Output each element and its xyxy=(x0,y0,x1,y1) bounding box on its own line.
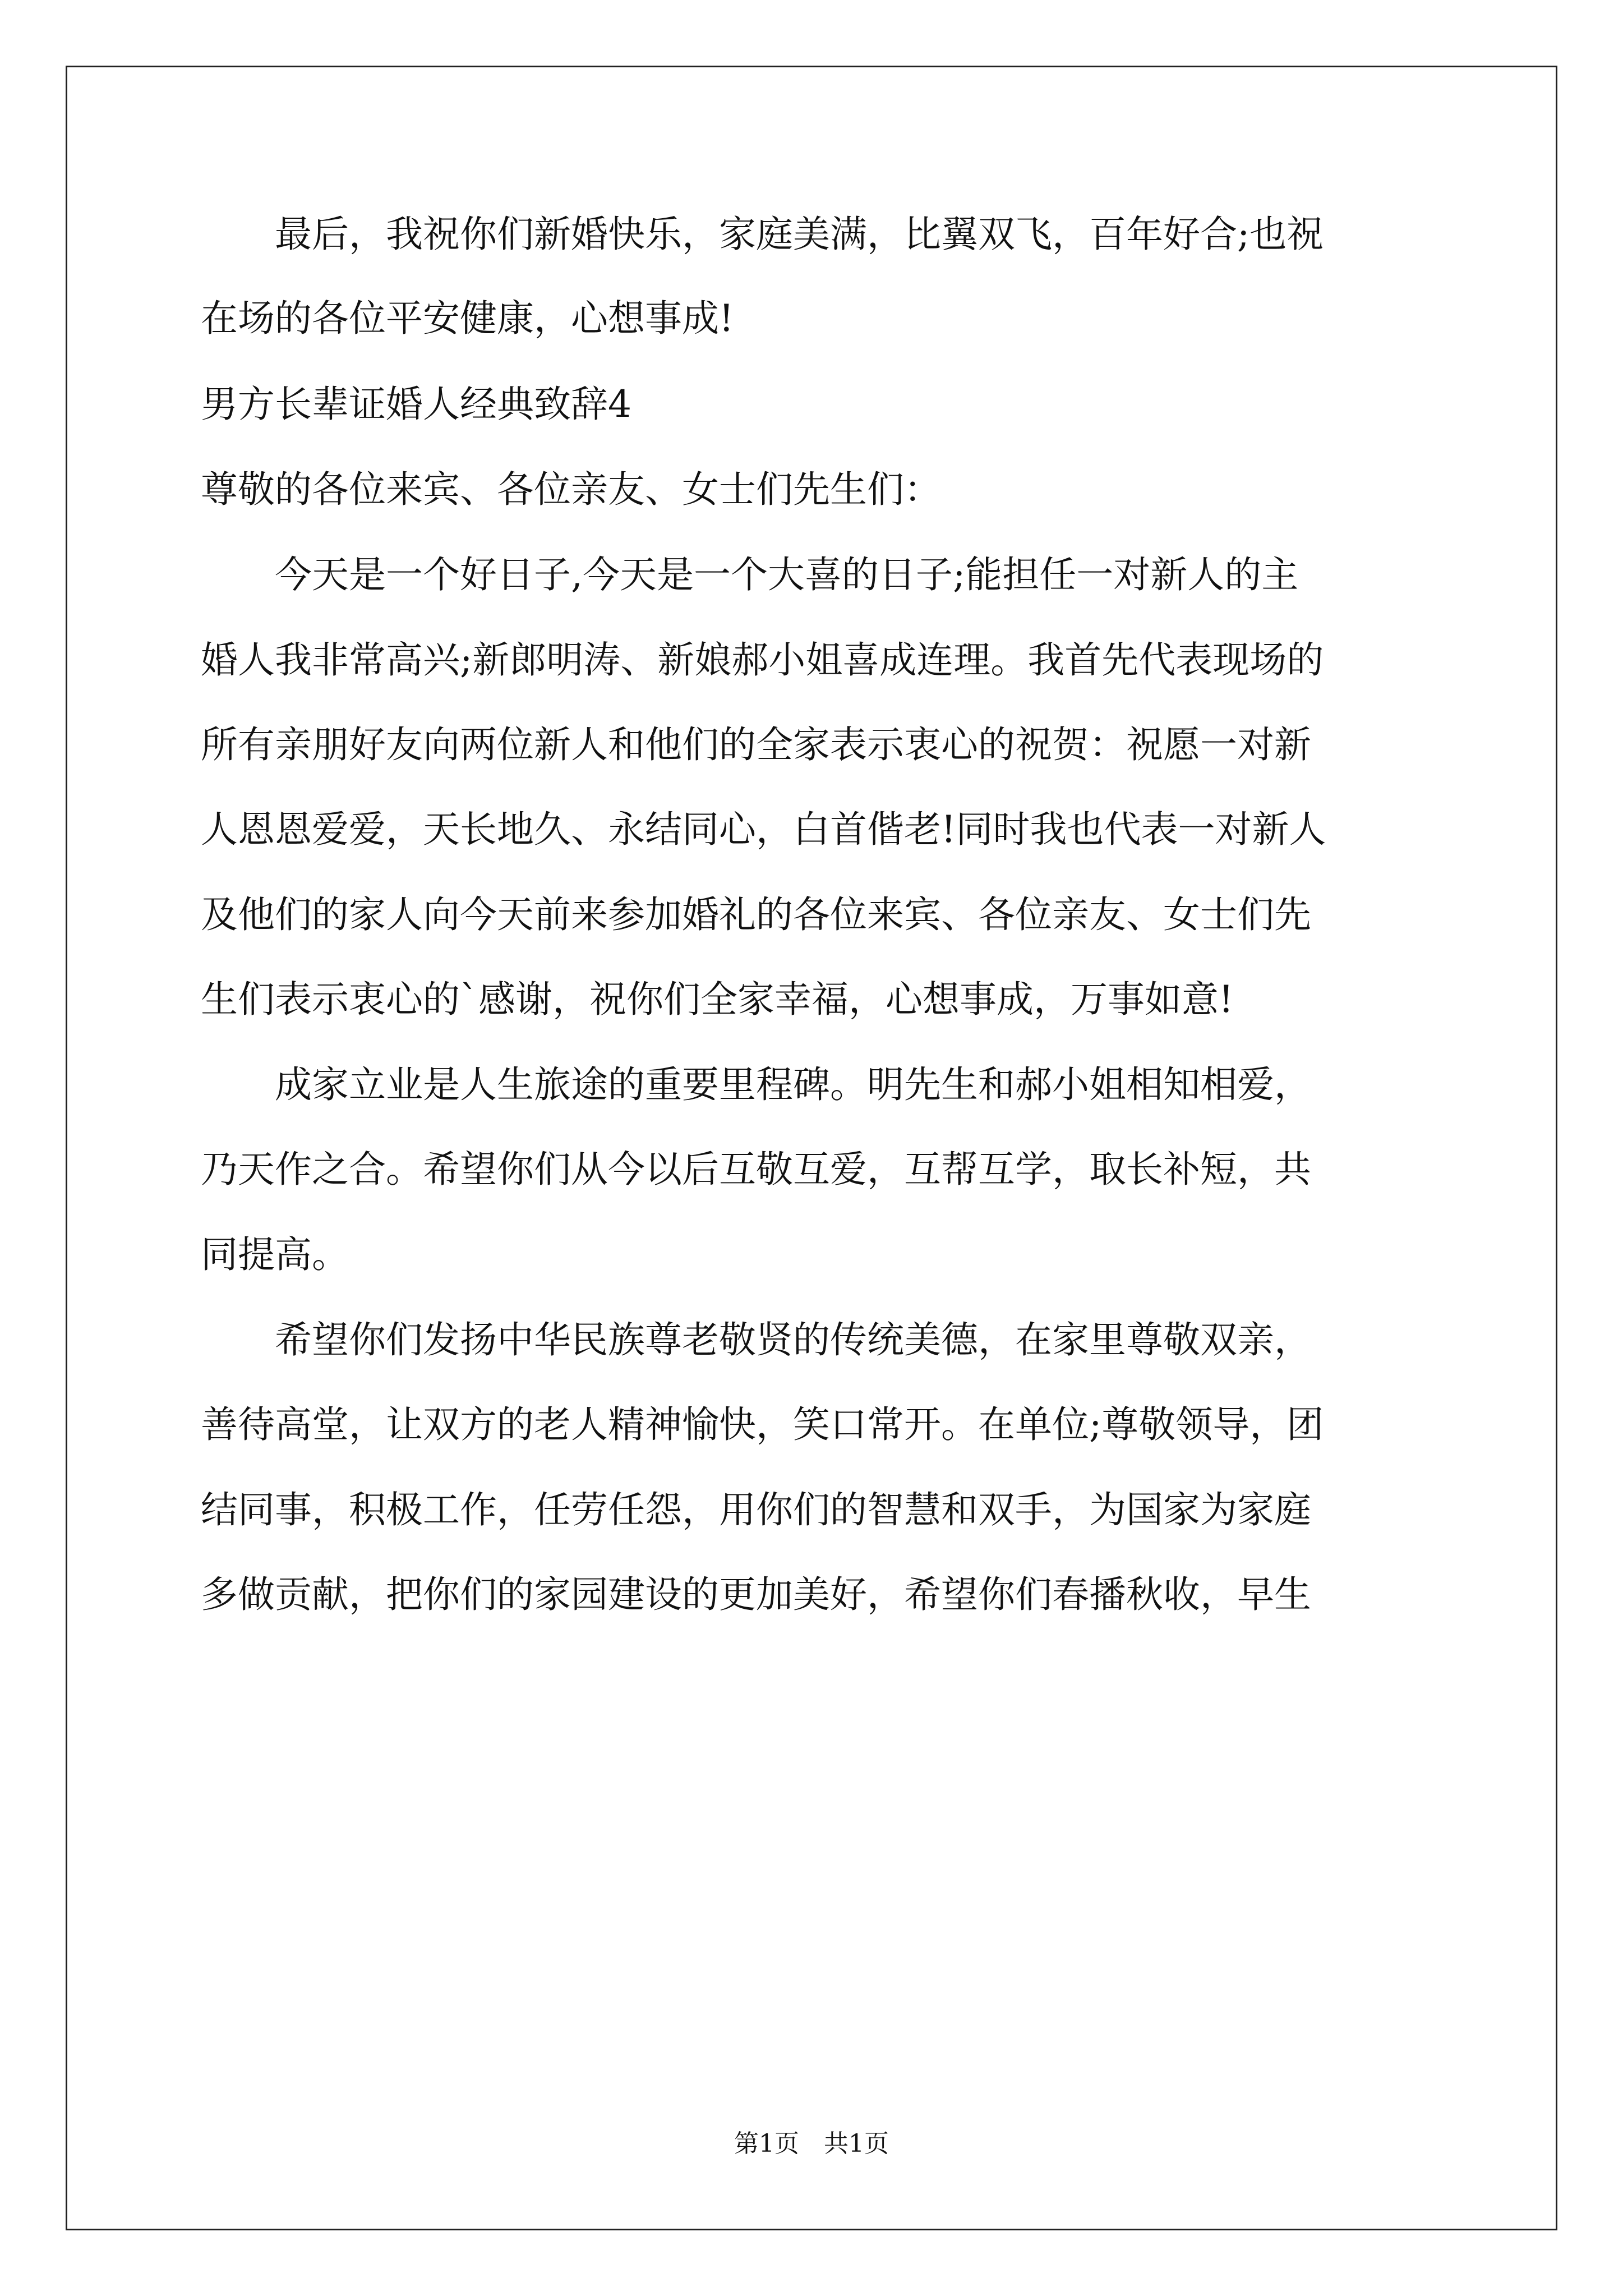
paragraph-line: 生们表示衷心的`感谢，祝你们全家幸福，心想事成，万事如意! xyxy=(201,978,1234,1021)
paragraph-line: 在场的各位平安健康，心想事成! xyxy=(201,297,734,340)
paragraph-line: 同提高。 xyxy=(201,1233,349,1276)
paragraph-line: 成家立业是人生旅途的重要里程碑。明先生和郝小姐相知相爱， xyxy=(201,1063,1311,1106)
salutation-line: 尊敬的各位来宾、各位亲友、女士们先生们： xyxy=(201,468,941,511)
paragraph-line: 及他们的家人向今天前来参加婚礼的各位来宾、各位亲友、女士们先 xyxy=(201,893,1311,936)
paragraph-line: 多做贡献，把你们的家园建设的更加美好，希望你们春播秋收，早生 xyxy=(201,1573,1311,1616)
paragraph-line: 乃天作之合。希望你们从今以后互敬互爱，互帮互学，取长补短，共 xyxy=(201,1148,1311,1191)
paragraph-line: 希望你们发扬中华民族尊老敬贤的传统美德，在家里尊敬双亲， xyxy=(201,1318,1311,1361)
section-heading: 男方长辈证婚人经典致辞4 xyxy=(201,383,631,426)
paragraph-line: 善待高堂，让双方的老人精神愉快，笑口常开。在单位;尊敬领导，团 xyxy=(201,1403,1324,1446)
paragraph-line: 最后，我祝你们新婚快乐，家庭美满，比翼双飞，百年好合;也祝 xyxy=(201,213,1324,256)
paragraph-line: 人恩恩爱爱，天长地久、永结同心，白首偕老!同时我也代表一对新人 xyxy=(201,808,1326,851)
paragraph-line: 今天是一个好日子,今天是一个大喜的日子;能担任一对新人的主 xyxy=(201,553,1299,596)
paragraph-line: 婚人我非常高兴;新郎明涛、新娘郝小姐喜成连理。我首先代表现场的 xyxy=(201,638,1324,682)
paragraph-line: 结同事，积极工作，任劳任怨，用你们的智慧和双手，为国家为家庭 xyxy=(201,1488,1311,1531)
paragraph-line: 所有亲朋好友向两位新人和他们的全家表示衷心的祝贺：祝愿一对新 xyxy=(201,723,1311,766)
page-footer: 第1页 共1页 xyxy=(734,2129,889,2158)
